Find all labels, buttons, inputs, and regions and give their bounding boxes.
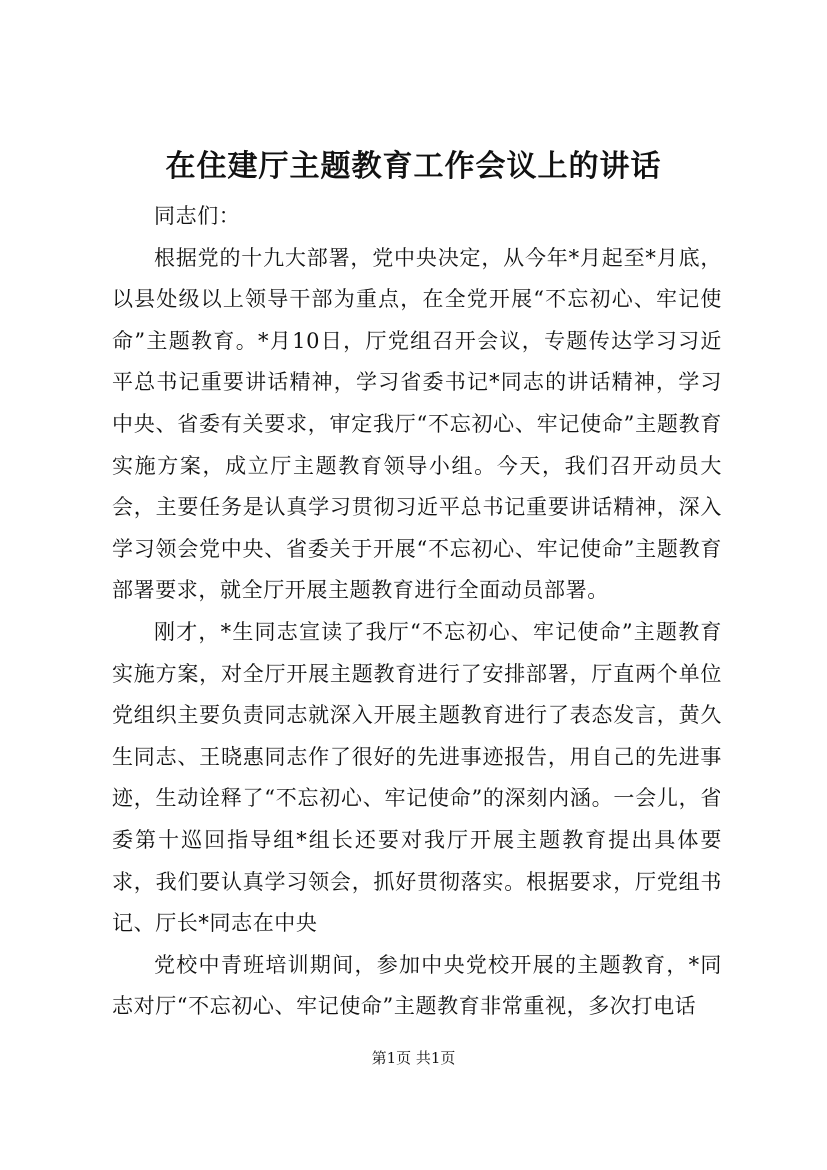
page-number-footer: 第1页 共1页 [371,1049,456,1067]
salutation-paragraph: 同志们： [154,204,241,228]
document-body [112,196,722,1028]
body-paragraph: 党校中青班培训期间，参加中央党校开展的主题教育，*同志对厅“不忘初心、牢记使命”主题教育非常重视，多次打电话 [112,952,722,1019]
body-paragraph: 刚才，*生同志宣读了我厅“不忘初心、牢记使命”主题教育实施方案，对全厅开展主题教育进行了安排部署，厅直两个单位党组织主要负责同志就深入开展主题教育进行了表态发言，黄久生同志、王晓惠同志作了很好的先进事迹报告，用自己的先进事迹，生动诠释了“不忘初心、牢记使命”的深刻内涵。一会儿，省委第十巡回指导组*组长还要对我厅开展主题教育提出具体要求，我们要认真学习领会，抓好贯彻落实。根据要求，厅党组书记、厅长*同志在中央 [112,619,722,936]
body-paragraph: 根据党的十九大部署，党中央决定，从今年*月起至*月底，以县处级以上领导干部为重点，在全党开展“不忘初心、牢记使命”主题教育。*月10日，厅党组召开会议，专题传达学习习近平总书记重要讲话精神，学习省委书记*同志的讲话精神，学习中央、省委有关要求，审定我厅“不忘初心、牢记使命”主题教育实施方案，成立厅主题教育领导小组。今天，我们召开动员大会，主要任务是认真学习贯彻习近平总书记重要讲话精神，深入学习领会党中央、省委关于开展“不忘初心、牢记使命”主题教育部署要求，就全厅开展主题教育进行全面动员部署。 [112,245,722,603]
document-title: 在住建厅主题教育工作会议上的讲话 [165,149,662,184]
